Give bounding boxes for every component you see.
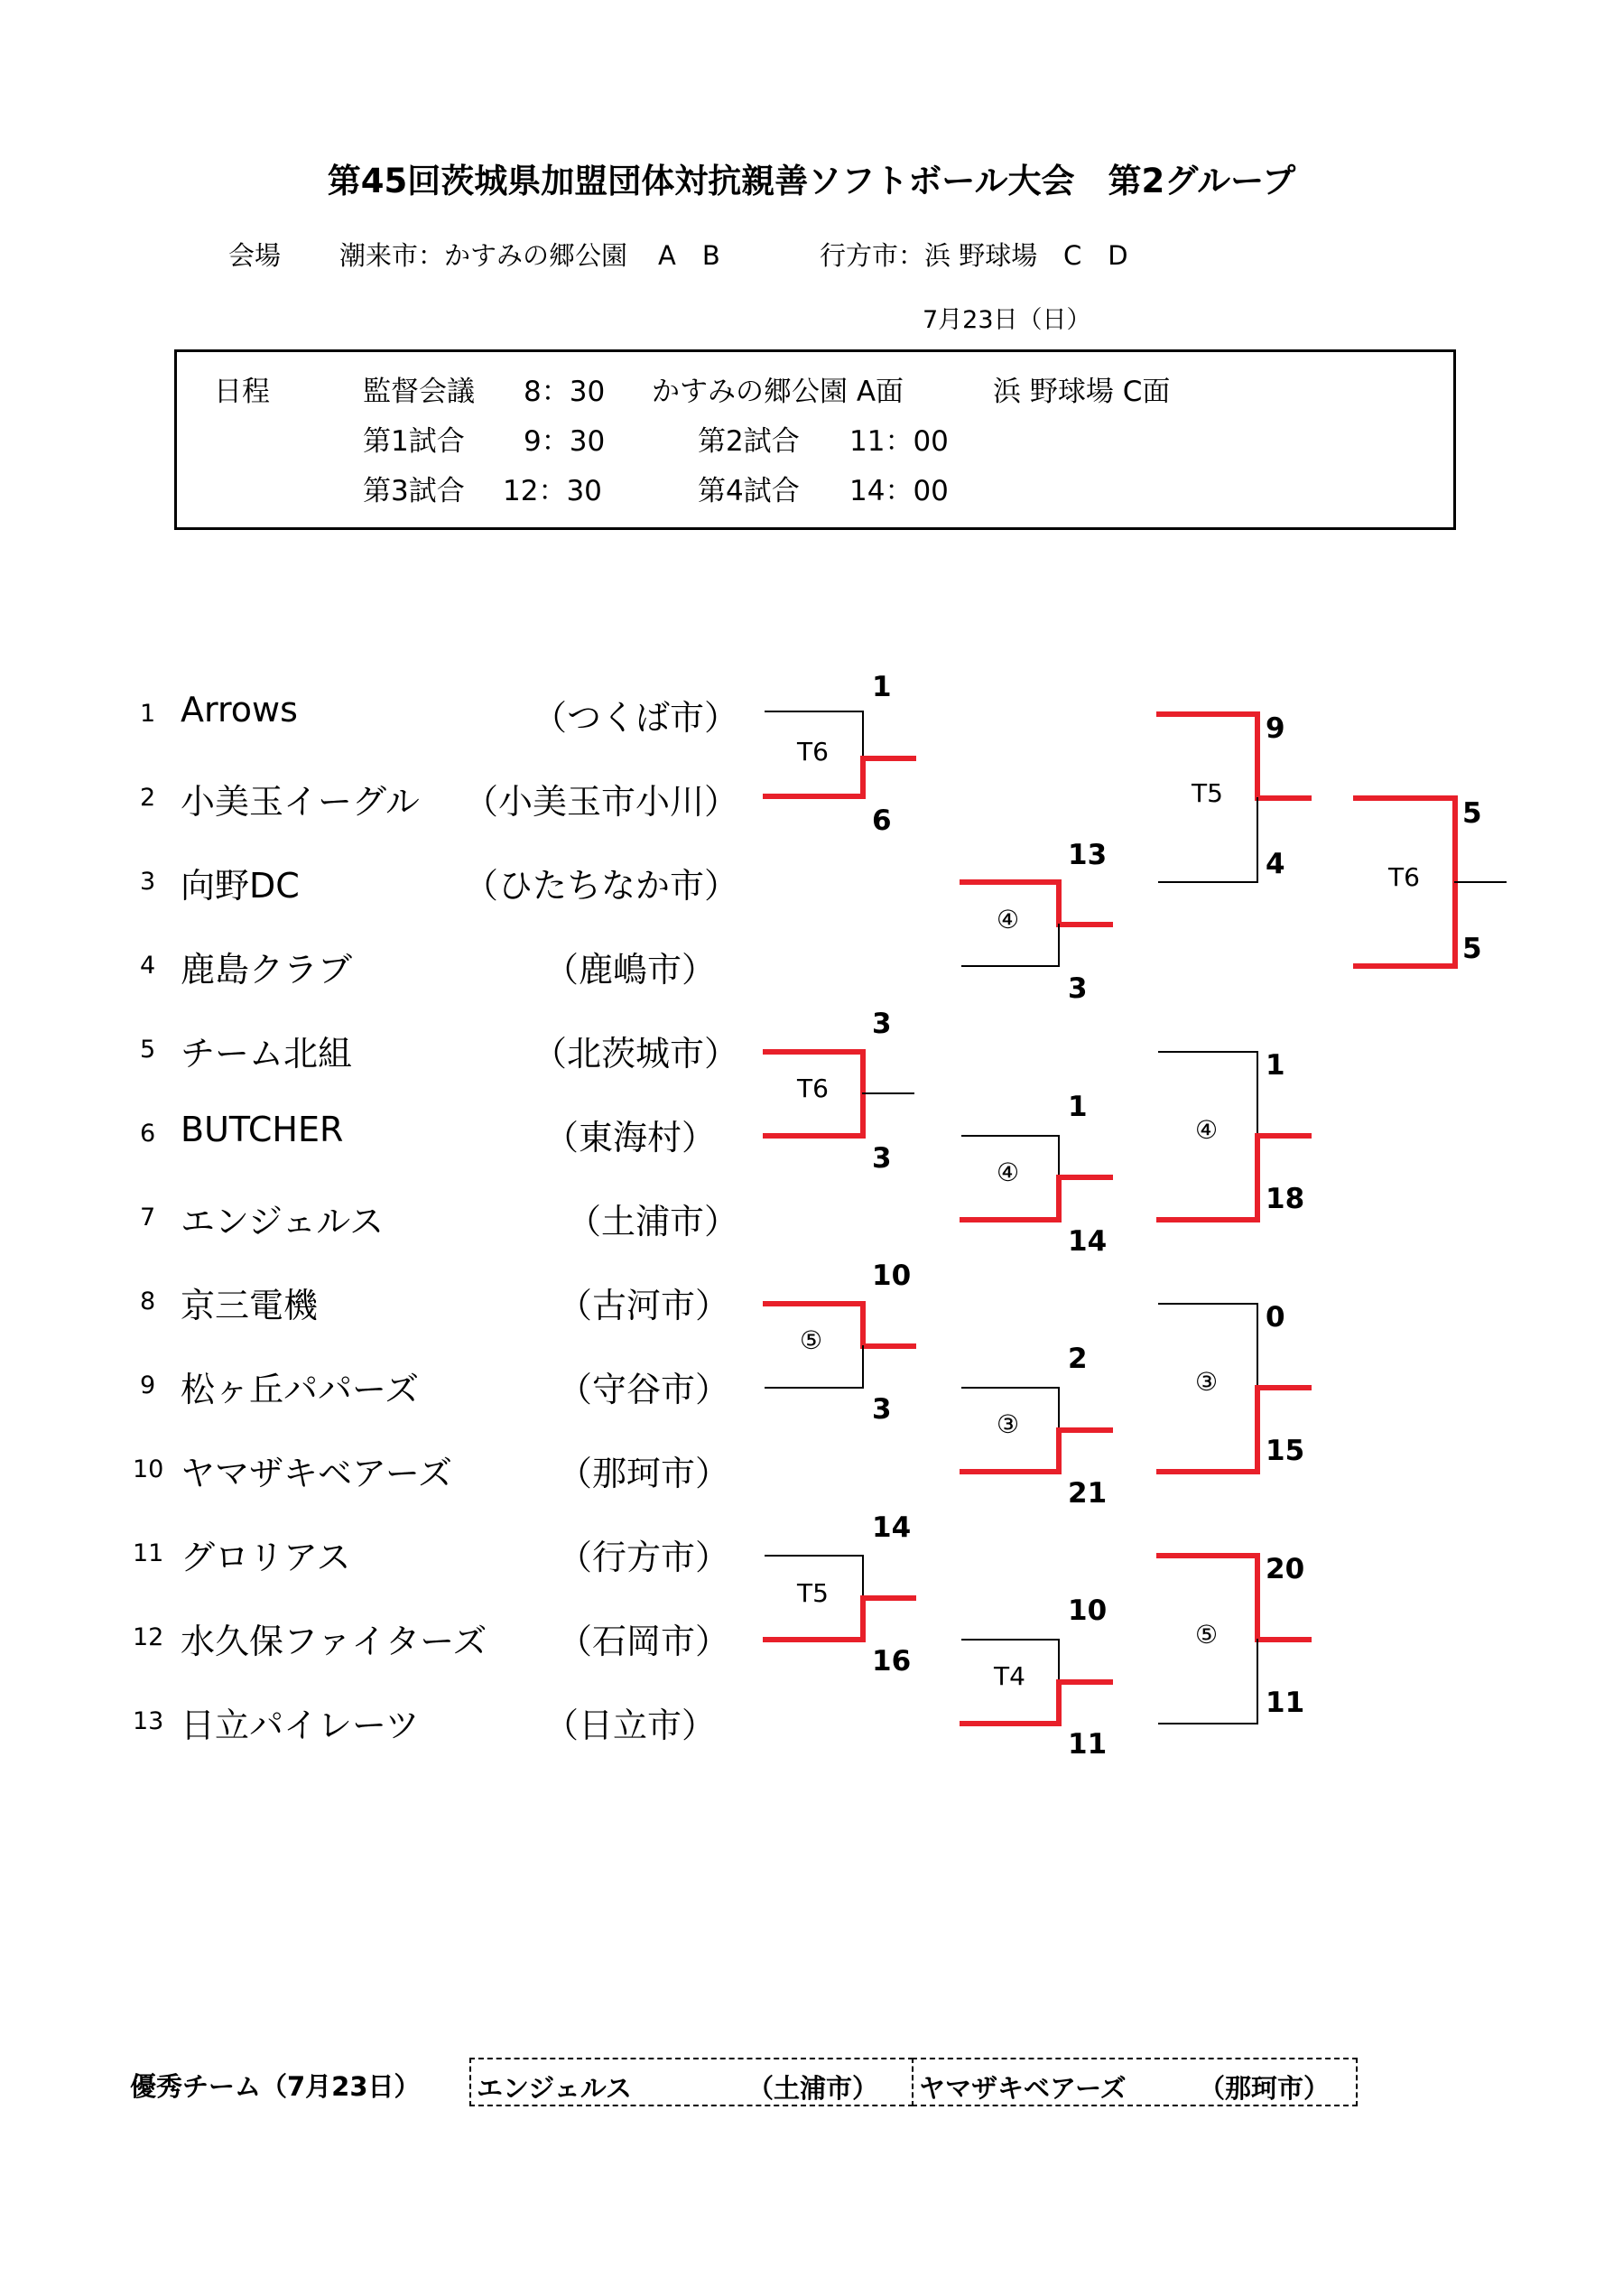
team-name: Arrows [181, 690, 298, 730]
match-score-bottom: 21 [1068, 1477, 1108, 1510]
team-city: （小美玉市小川） [463, 782, 738, 822]
match-score-bottom: 11 [1266, 1687, 1305, 1719]
match-score-top: 0 [1266, 1301, 1285, 1334]
game2-time: 11：00 [849, 425, 949, 458]
team-city: （日立市） [543, 1706, 716, 1745]
bracket-winner-line [765, 1598, 914, 1640]
bracket-winner-line [962, 1177, 1110, 1220]
venue-site1-fields: A B [658, 240, 720, 271]
excellent-team-1-name: エンジェルス [477, 2073, 632, 2104]
team-number: 8 [140, 1287, 156, 1315]
team-number: 4 [140, 952, 156, 980]
team-number: 11 [133, 1539, 164, 1567]
match-label: ③ [1195, 1367, 1219, 1397]
match-score-bottom: 15 [1266, 1435, 1305, 1467]
team-name: BUTCHER [181, 1110, 344, 1149]
venue-site1: 潮来市：かすみの郷公園 [339, 240, 628, 271]
meeting-place2: 浜 野球場 C面 [993, 376, 1171, 408]
bracket-winner-line [962, 882, 1110, 925]
match-label: T6 [1388, 862, 1420, 892]
excellent-team-2-city: （那珂市） [1199, 2073, 1331, 2104]
team-name: 鹿島クラブ [181, 950, 353, 990]
team-number: 12 [133, 1623, 164, 1651]
excellent-team-label: 優秀チーム（7月23日） [130, 2071, 421, 2102]
excellent-team-2-name: ヤマザキベアーズ [919, 2073, 1127, 2104]
match-score-top: 2 [1068, 1343, 1088, 1375]
match-score-bottom: 16 [872, 1645, 912, 1678]
team-city: （ひたちなか市） [463, 866, 738, 906]
excellent-team-1-city: （土浦市） [747, 2073, 879, 2104]
game3-time: 12：30 [503, 475, 602, 507]
match-label: T5 [1192, 778, 1223, 808]
match-score-bottom: 14 [1068, 1225, 1108, 1258]
match-label: T6 [797, 737, 829, 767]
team-city: （土浦市） [566, 1202, 738, 1241]
team-number: 6 [140, 1120, 156, 1148]
game3-label: 第3試合 [363, 475, 465, 507]
team-name: 向野DC [181, 866, 300, 906]
match-score-top: 10 [872, 1260, 912, 1292]
match-score-top: 13 [1068, 839, 1108, 871]
team-city: （つくば市） [532, 698, 738, 738]
team-name: エンジェルス [181, 1202, 385, 1241]
team-name: 京三電機 [181, 1286, 319, 1325]
match-label: ④ [997, 1157, 1020, 1187]
team-name: 日立パイレーツ [181, 1706, 420, 1745]
team-number: 7 [140, 1204, 156, 1232]
match-score-bottom: 3 [1068, 972, 1088, 1005]
bracket-line [1159, 1640, 1257, 1724]
match-label: T6 [797, 1074, 829, 1103]
match-label: ⑤ [800, 1325, 823, 1355]
meeting-place1: かすみの郷公園 A面 [652, 376, 904, 408]
team-city: （那珂市） [557, 1454, 729, 1493]
match-score-bottom: 4 [1266, 848, 1285, 880]
team-number: 2 [140, 784, 156, 812]
team-name: ヤマザキベアーズ [181, 1454, 452, 1493]
match-score-bottom: 18 [1266, 1183, 1305, 1215]
match-label: ④ [1195, 1115, 1219, 1145]
team-name: 水久保ファイターズ [181, 1622, 487, 1661]
schedule-label: 日程 [214, 376, 270, 408]
team-city: （行方市） [557, 1538, 729, 1577]
event-date: 7月23日（日） [923, 306, 1091, 334]
excellent-team-1 [469, 2058, 914, 2106]
team-number: 9 [140, 1371, 156, 1399]
team-number: 13 [133, 1707, 164, 1735]
match-score-bottom: 3 [872, 1142, 892, 1175]
game1-time: 9：30 [524, 425, 606, 458]
match-score-top: 1 [872, 671, 892, 703]
excellent-team-2 [912, 2058, 1358, 2106]
meeting-label: 監督会議 [363, 376, 475, 408]
game1-label: 第1試合 [363, 425, 465, 458]
match-score-top: 3 [872, 1008, 892, 1040]
team-city: （古河市） [557, 1286, 729, 1325]
bracket-winner-line [962, 1430, 1110, 1472]
match-score-bottom: 5 [1462, 933, 1482, 965]
page-title: 第45回茨城県加盟団体対抗親善ソフトボール大会 第2グループ [327, 162, 1296, 200]
team-name: グロリアス [181, 1538, 351, 1577]
venue-site2-fields: C D [1063, 240, 1128, 271]
bracket-line [1159, 798, 1257, 882]
game2-label: 第2試合 [698, 425, 800, 458]
team-city: （東海村） [543, 1118, 716, 1157]
team-city: （鹿嶋市） [543, 950, 716, 990]
match-label: ⑤ [1195, 1620, 1219, 1650]
team-city: （北茨城市） [532, 1034, 738, 1074]
venue-site2: 行方市：浜 野球場 [820, 240, 1038, 271]
match-label: T5 [797, 1578, 829, 1608]
game4-time: 14：00 [849, 475, 949, 507]
match-score-top: 5 [1462, 797, 1482, 830]
match-score-top: 14 [872, 1511, 912, 1544]
match-score-top: 9 [1266, 712, 1285, 745]
venue-label: 会場 [228, 240, 282, 271]
bracket-winner-line [1159, 714, 1309, 798]
bracket-winner-line [765, 1304, 914, 1346]
match-score-top: 20 [1266, 1553, 1305, 1585]
team-number: 1 [140, 700, 156, 728]
bracket-winner-line [765, 758, 914, 796]
game4-label: 第4試合 [698, 475, 800, 507]
team-number: 5 [140, 1036, 156, 1064]
match-score-bottom: 11 [1068, 1728, 1108, 1761]
team-name: チーム北組 [181, 1034, 353, 1074]
match-label: ③ [997, 1409, 1020, 1439]
bracket-winner-line [962, 1682, 1110, 1724]
match-score-top: 1 [1266, 1049, 1285, 1082]
team-name: 松ヶ丘パパーズ [181, 1370, 420, 1409]
meeting-time: 8：30 [524, 376, 606, 408]
match-label: ④ [997, 905, 1020, 934]
match-score-top: 10 [1068, 1594, 1108, 1627]
match-score-bottom: 3 [872, 1393, 892, 1426]
match-score-bottom: 6 [872, 804, 892, 837]
match-score-top: 1 [1068, 1091, 1088, 1123]
team-city: （守谷市） [557, 1370, 729, 1409]
team-number: 3 [140, 868, 156, 896]
match-label: T4 [994, 1661, 1025, 1691]
team-city: （石岡市） [557, 1622, 729, 1661]
team-number: 10 [133, 1455, 164, 1483]
team-name: 小美玉イーグル [181, 782, 420, 822]
